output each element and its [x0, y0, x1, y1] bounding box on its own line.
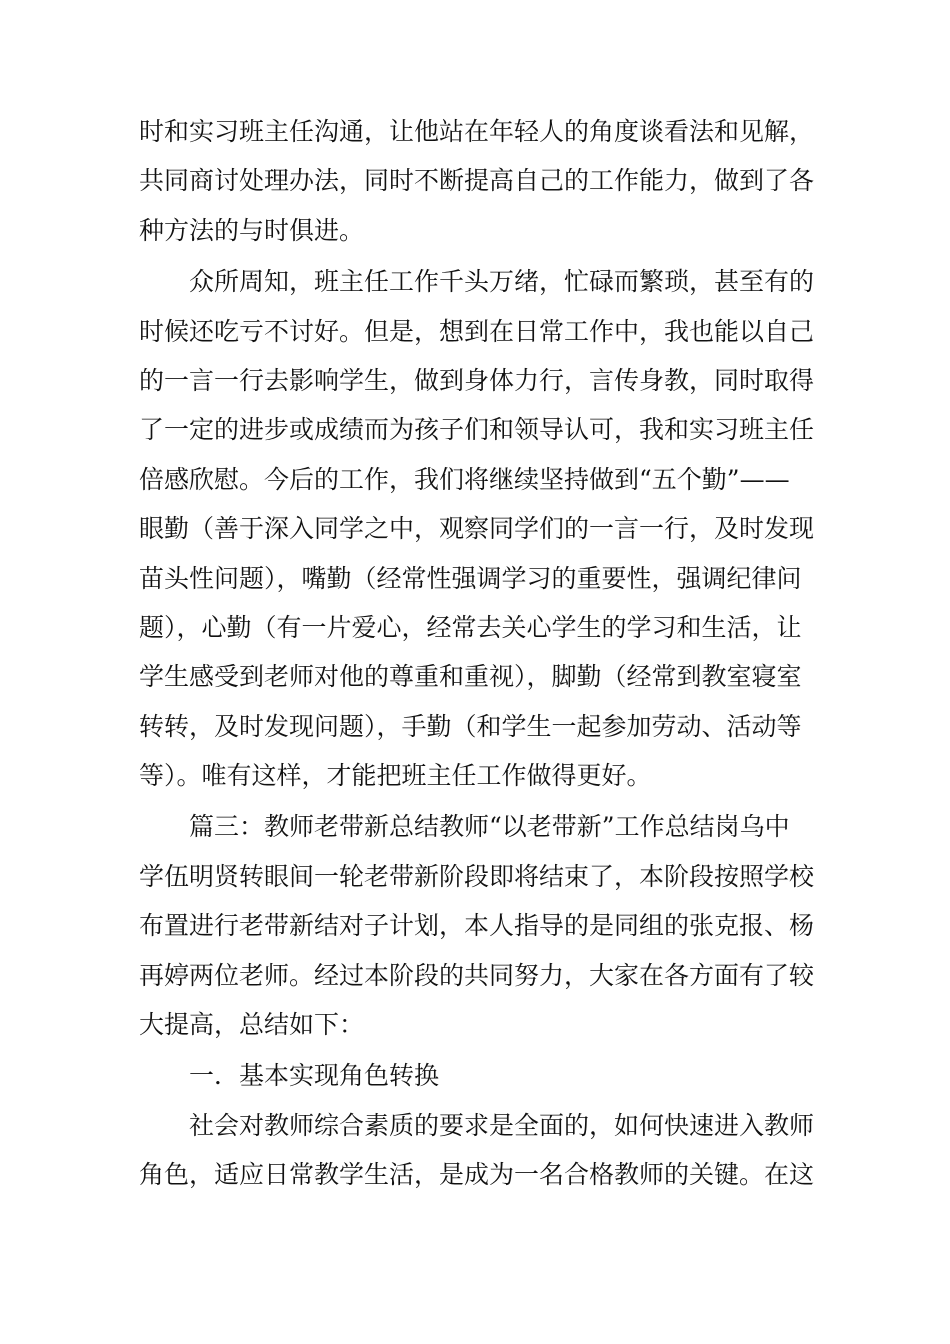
- text-line: 了一定的进步或成绩而为孩子们和领导认可，我和实习班主任: [139, 415, 815, 445]
- text-line: 题），心勤（有一片爱心，经常去关心学生的学习和生活，让: [139, 612, 802, 642]
- text-line: 种方法的与时俱进。: [139, 215, 365, 245]
- text-line: 倍感欣慰。今后的工作，我们将继续坚持做到“五个勤”——: [139, 464, 790, 494]
- paragraph-first-line: 众所周知，班主任工作千头万绪，忙碌而繁琐，甚至有的: [189, 267, 815, 297]
- text-line: 转转，及时发现问题），手勤（和学生一起参加劳动、活动等: [139, 711, 802, 741]
- document-body: [139, 107, 839, 1200]
- text-line: 眼勤（善于深入同学之中，观察同学们的一言一行，及时发现: [139, 514, 815, 544]
- text-line: 时和实习班主任沟通，让他站在年轻人的角度谈看法和见解，: [139, 117, 815, 146]
- text-line: 角色，适应日常教学生活，是成为一名合格教师的关键。在这: [139, 1160, 815, 1190]
- text-line: 布置进行老带新结对子计划，本人指导的是同组的张克报、杨: [139, 911, 815, 941]
- text-line: 学生感受到老师对他的尊重和重视），脚勤（经常到教室寝室: [139, 662, 802, 692]
- text-line: 的一言一行去影响学生，做到身体力行，言传身教，同时取得: [139, 365, 815, 395]
- text-line: 等）。唯有这样，才能把班主任工作做得更好。: [139, 761, 652, 791]
- paragraph-first-line: 社会对教师综合素质的要求是全面的，如何快速进入教师: [189, 1110, 815, 1140]
- text-line: 大提高，总结如下：: [139, 1010, 365, 1040]
- text-line: 学伍明贤转眼间一轮老带新阶段即将结束了，本阶段按照学校: [139, 861, 815, 891]
- paragraph-first-line: 篇三：教师老带新总结教师“以老带新”工作总结岗乌中: [189, 812, 790, 842]
- text-line: 再婷两位老师。经过本阶段的共同努力，大家在各方面有了较: [139, 960, 815, 990]
- text-line: 苗头性问题），嘴勤（经常性强调学习的重要性，强调纪律问: [139, 563, 802, 593]
- text-line: 时候还吃亏不讨好。但是，想到在日常工作中，我也能以自己: [139, 316, 815, 346]
- section-heading: 一．基本实现角色转换: [189, 1061, 440, 1091]
- text-line: 共同商讨处理办法，同时不断提高自己的工作能力，做到了各: [139, 166, 815, 196]
